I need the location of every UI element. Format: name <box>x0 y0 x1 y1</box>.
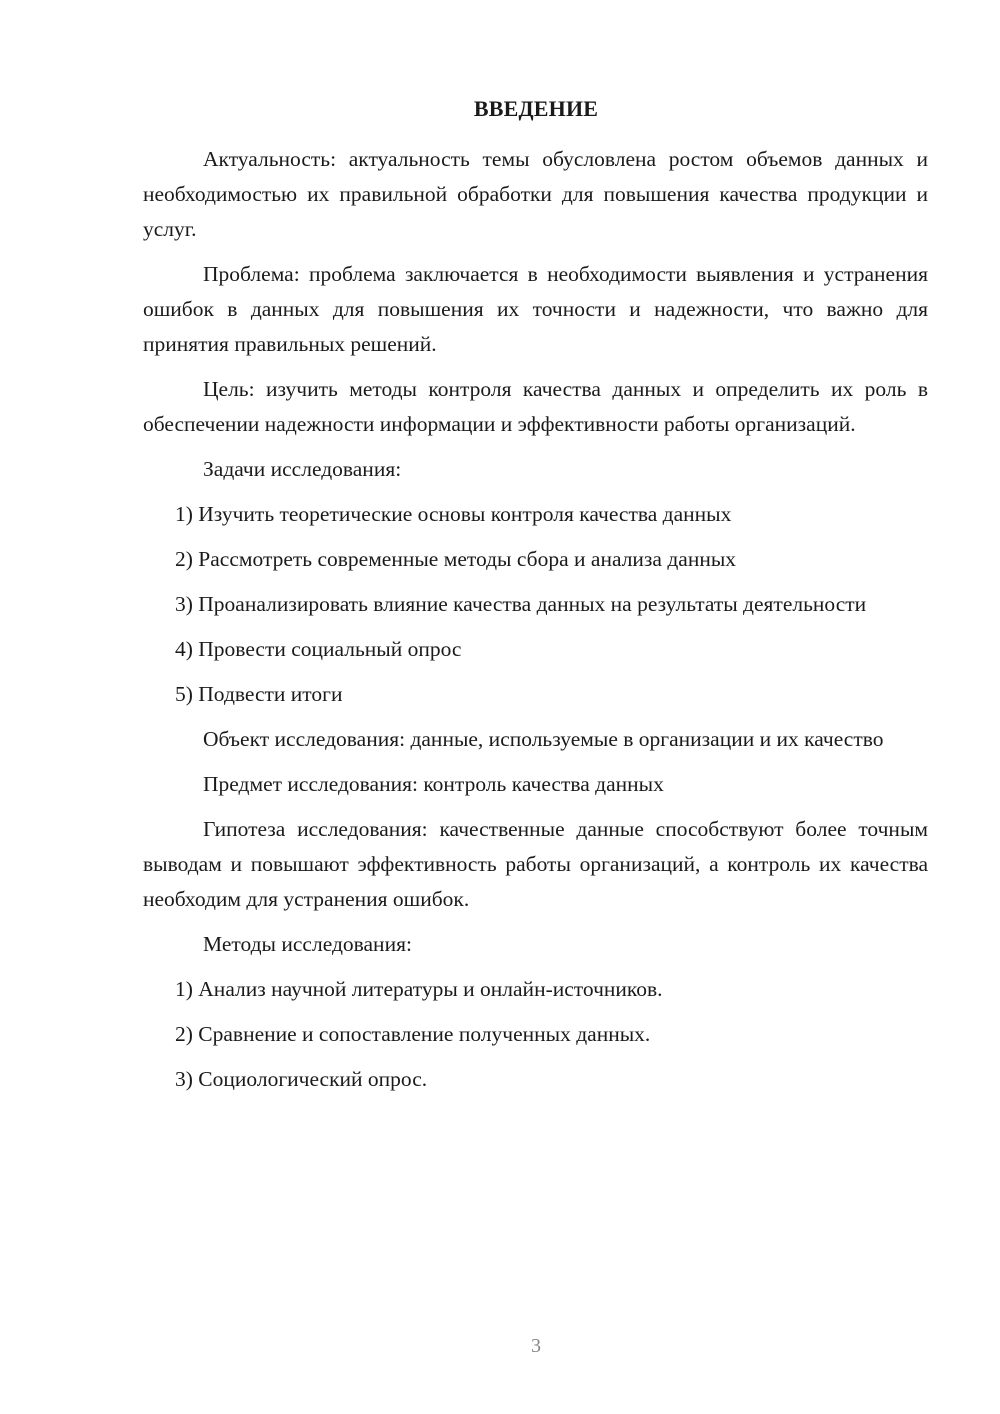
method-item: 2) Сравнение и сопоставление полученных данных. <box>175 1022 651 1046</box>
task-item: 2) Рассмотреть современные методы сбора и анализа данных <box>175 547 737 571</box>
problem-paragraph: Проблема: проблема заключается в необходимости выявления и устранения ошибок в данных для повышения их точности и надежности, что важно для принятия правильных решений. <box>143 262 928 356</box>
page-title: ВВЕДЕНИЕ <box>473 96 599 121</box>
task-item: 5) Подвести итоги <box>175 682 343 706</box>
task-item: 4) Провести социальный опрос <box>175 637 462 661</box>
page-number: 3 <box>531 1335 541 1357</box>
method-item: 3) Социологический опрос. <box>175 1067 428 1091</box>
task-item: 1) Изучить теоретические основы контроля качества данных <box>175 502 732 526</box>
methods-heading: Методы исследования: <box>203 932 412 956</box>
method-item: 1) Анализ научной литературы и онлайн-источников. <box>175 977 663 1001</box>
task-item: 3) Проанализировать влияние качества данных на результаты деятельности <box>175 592 867 616</box>
hypothesis-paragraph: Гипотеза исследования: качественные данные способствуют более точным выводам и повышают эффективность работы организаций, а контроль их качества необходим для устранения ошибок. <box>143 817 928 911</box>
tasks-heading: Задачи исследования: <box>203 457 402 481</box>
relevance-paragraph: Актуальность: актуальность темы обусловлена ростом объемов данных и необходимостью их правильной обработки для повышения качества продукции и услуг. <box>143 147 928 241</box>
goal-paragraph: Цель: изучить методы контроля качества данных и определить их роль в обеспечении надежности информации и эффективности работы организаций. <box>143 377 928 436</box>
object-paragraph: Объект исследования: данные, используемые в организации и их качество <box>203 727 884 751</box>
subject-paragraph: Предмет исследования: контроль качества данных <box>203 772 664 796</box>
document-body <box>143 142 928 1107</box>
